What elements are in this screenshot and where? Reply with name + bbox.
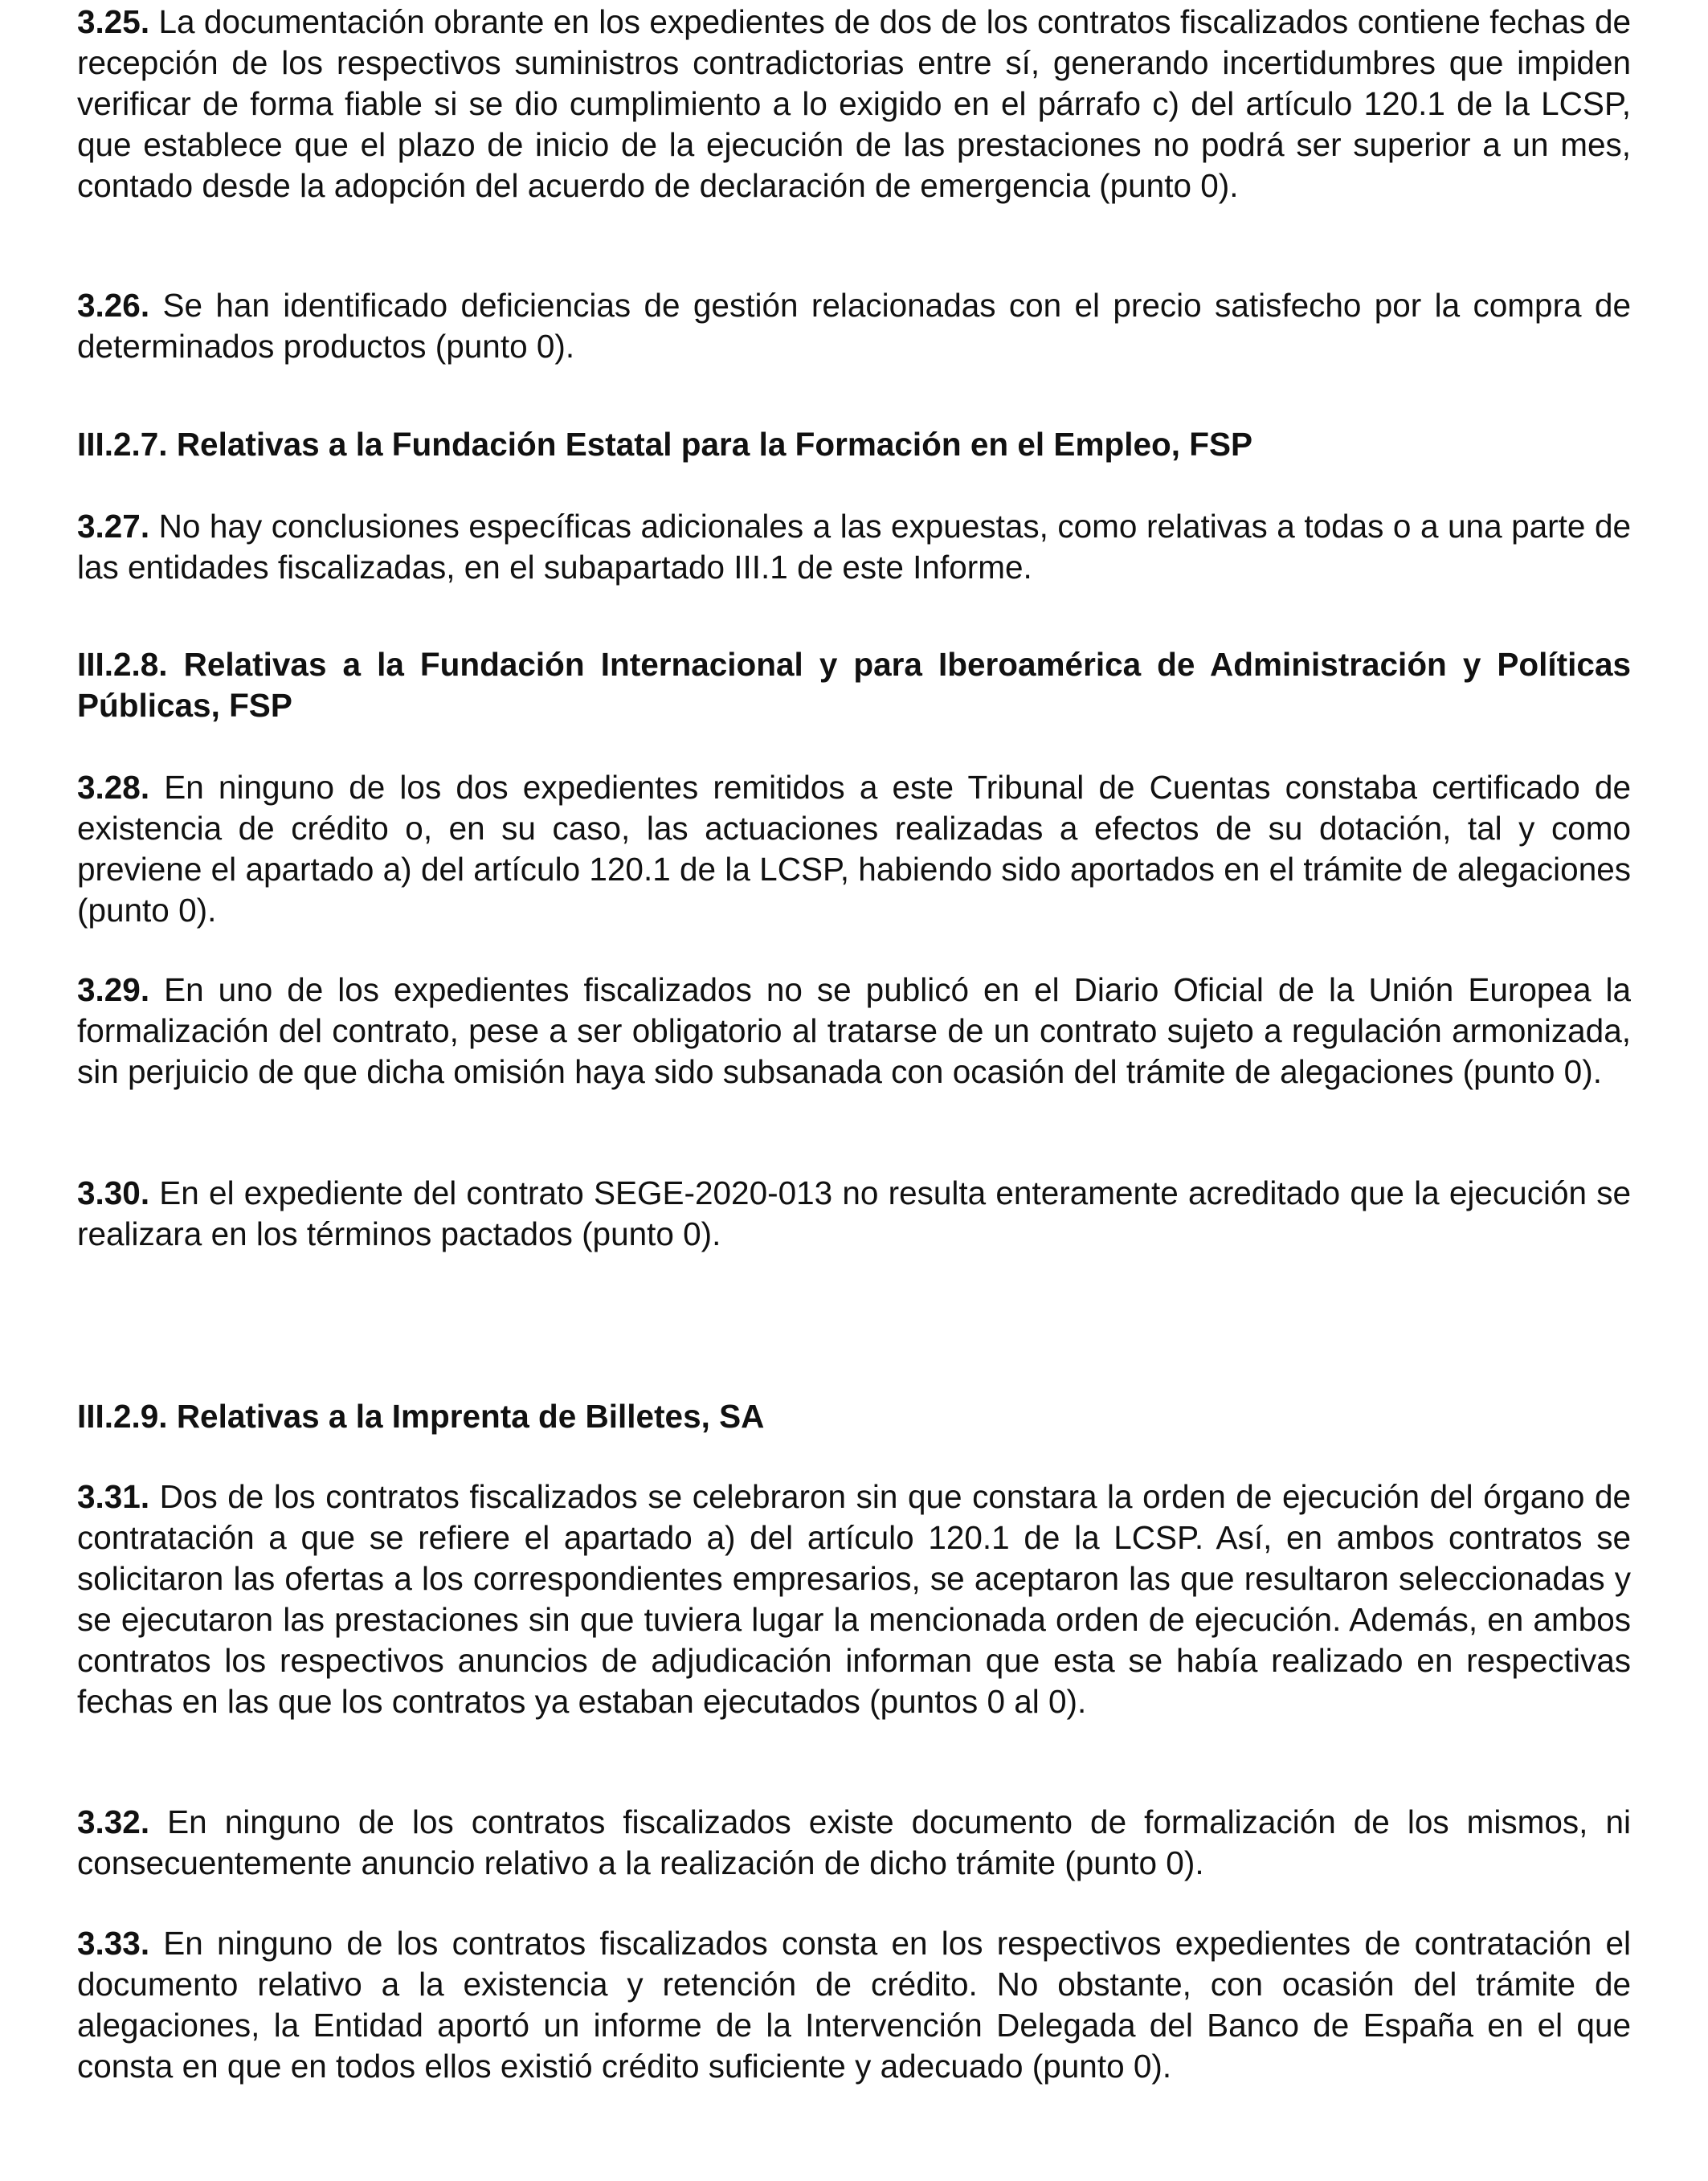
paragraph-3-25 (77, 2, 1631, 206)
paragraph-text: En ninguno de los contratos fiscalizados consta en los respectivos expedientes de contratación el documento relativo a la existencia y retención de crédito. No obstante, con ocasión del trámite de alegaciones, la Entidad aportó un informe de la Intervención Delegada del Banco de España en el que consta en que en todos ellos existió crédito suficiente y adecuado (punto 0). (77, 1925, 1631, 2085)
paragraph-number: 3.25. (77, 3, 150, 40)
paragraph-3-30 (77, 1173, 1631, 1255)
section-heading-iii-2-9: III.2.9. Relativas a la Imprenta de Billetes, SA (77, 1398, 765, 1435)
paragraph-3-29 (77, 970, 1631, 1093)
paragraph-text: En ninguno de los contratos fiscalizados existe documento de formalización de los mismos, ni consecuentemente anuncio relativo a la realización de dicho trámite (punto 0). (77, 1803, 1631, 1881)
paragraph-3-26 (77, 285, 1631, 367)
paragraph-3-28 (77, 767, 1631, 931)
paragraph-text: En uno de los expedientes fiscalizados no se publicó en el Diario Oficial de la Unión Europea la formalización del contrato, pese a ser obligatorio al tratarse de un contrato sujeto a regulación armonizada, sin perjuicio de que dicha omisión haya sido subsanada con ocasión del trámite de alegaciones (punto 0). (77, 971, 1631, 1090)
paragraph-number: 3.31. (77, 1478, 150, 1515)
paragraph-text: La documentación obrante en los expedientes de dos de los contratos fiscalizados contiene fechas de recepción de los respectivos suministros contradictorias entre sí, generando incertidumbres que impiden verificar de forma fiable si se dio cumplimiento a lo exigido en el párrafo c) del artículo 120.1 de la LCSP, que establece que el plazo de inicio de la ejecución de las prestaciones no podrá ser superior a un mes, contado desde la adopción del acuerdo de declaración de emergencia (punto 0). (77, 3, 1631, 204)
paragraph-text: Se han identificado deficiencias de gestión relacionadas con el precio satisfecho por la compra de determinados productos (punto 0). (77, 287, 1631, 365)
paragraph-3-27 (77, 506, 1631, 588)
section-heading-iii-2-7: III.2.7. Relativas a la Fundación Estatal para la Formación en el Empleo, FSP (77, 426, 1252, 463)
paragraph-number: 3.32. (77, 1803, 150, 1840)
paragraph-number: 3.28. (77, 769, 150, 806)
paragraph-text: Dos de los contratos fiscalizados se celebraron sin que constara la orden de ejecución del órgano de contratación a que se refiere el apartado a) del artículo 120.1 de la LCSP. Así, en ambos contratos se solicitaron las ofertas a los correspondientes empresarios, se aceptaron las que resultaron seleccionadas y se ejecutaron las prestaciones sin que tuviera lugar la mencionada orden de ejecución. Además, en ambos contratos los respectivos anuncios de adjudicación informan que esta se había realizado en respectivas fechas en las que los contratos ya estaban ejecutados (puntos 0 al 0). (77, 1478, 1631, 1720)
paragraph-number: 3.27. (77, 508, 150, 545)
paragraph-3-32 (77, 1802, 1631, 1884)
paragraph-number: 3.33. (77, 1925, 150, 1962)
paragraph-text: No hay conclusiones específicas adicionales a las expuestas, como relativas a todas o a una parte de las entidades fiscalizadas, en el subapartado III.1 de este Informe. (77, 508, 1631, 586)
paragraph-text: En el expediente del contrato SEGE-2020-013 no resulta enteramente acreditado que la ejecución se realizara en los términos pactados (punto 0). (77, 1174, 1631, 1252)
paragraph-number: 3.30. (77, 1174, 150, 1211)
paragraph-text: En ninguno de los dos expedientes remitidos a este Tribunal de Cuentas constaba certificado de existencia de crédito o, en su caso, las actuaciones realizadas a efectos de su dotación, tal y como previene el apartado a) del artículo 120.1 de la LCSP, habiendo sido aportados en el trámite de alegaciones (punto 0). (77, 769, 1631, 929)
paragraph-3-31 (77, 1476, 1631, 1722)
section-heading-iii-2-8: III.2.8. Relativas a la Fundación Internacional y para Iberoamérica de Administración y Políticas Públicas, FSP (77, 646, 1631, 724)
paragraph-number: 3.26. (77, 287, 150, 324)
paragraph-3-33 (77, 1923, 1631, 2087)
paragraph-number: 3.29. (77, 971, 150, 1008)
